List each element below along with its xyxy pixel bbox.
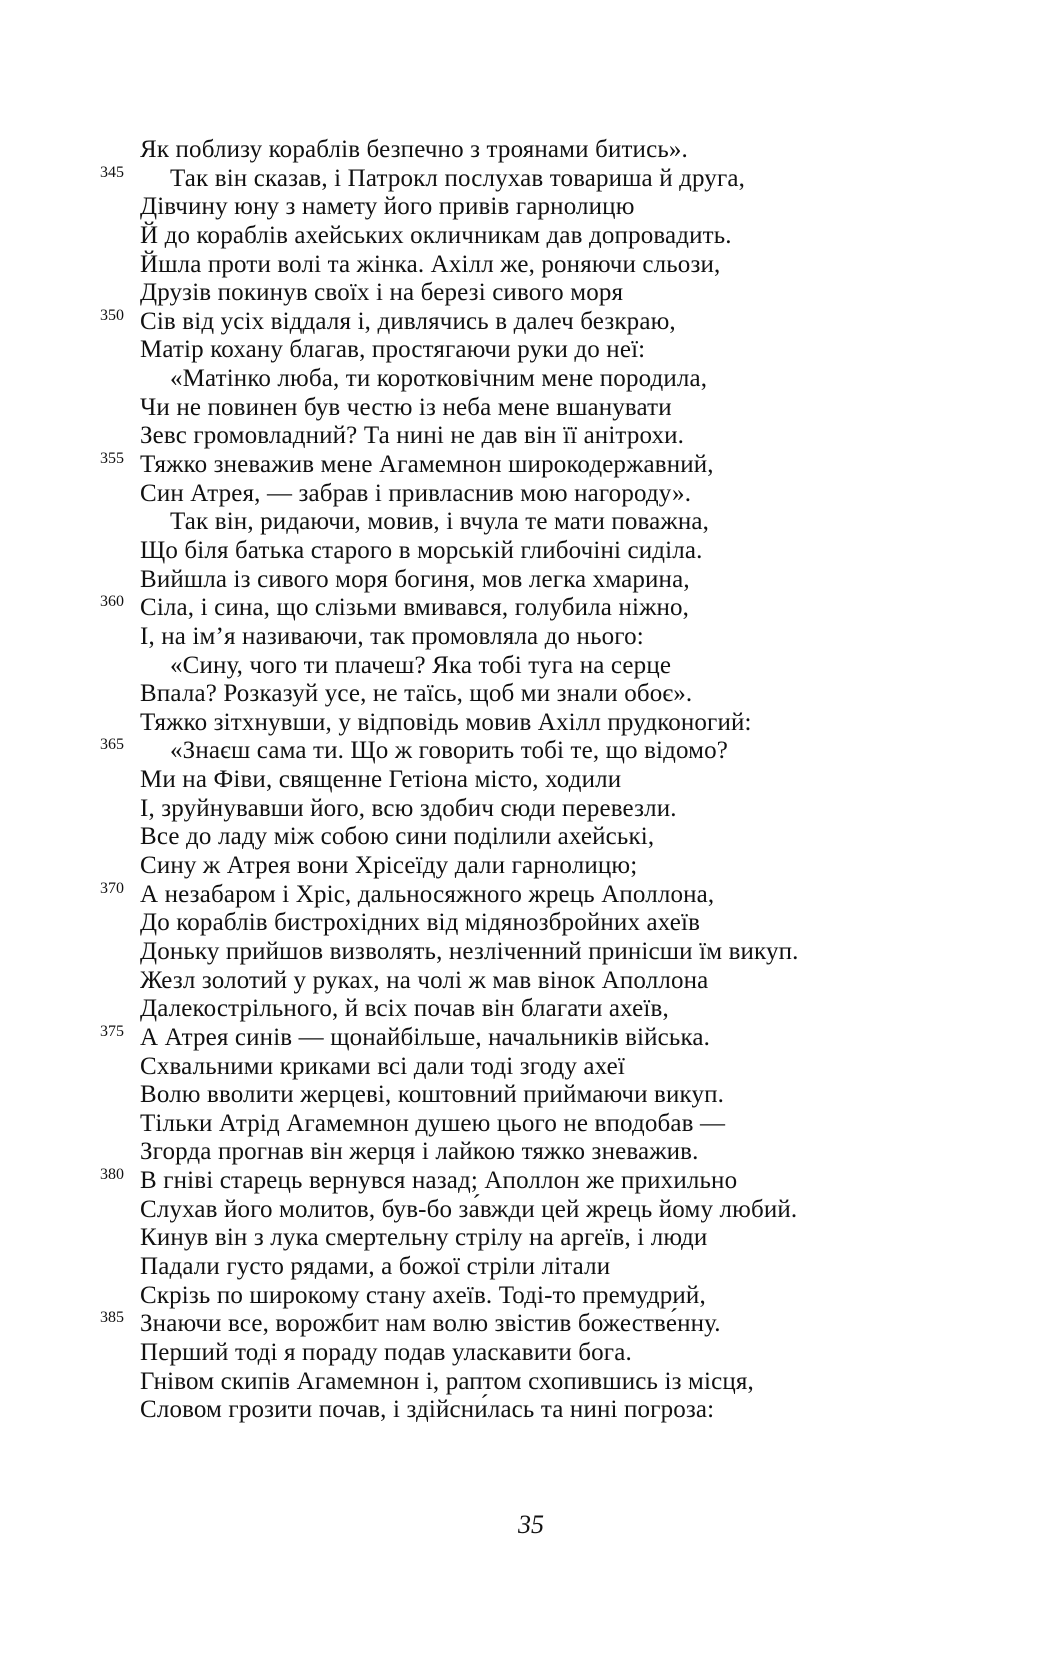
verse-line [100, 193, 1000, 222]
verse-line [100, 566, 1000, 595]
verse-line [100, 938, 1000, 967]
verse-line-text: В гніві старець вернувся назад; Аполлон же прихильно [140, 1167, 738, 1195]
verse-line [100, 480, 1000, 509]
verse-line-text: Впала? Розказуй усе, не таїсь, щоб ми знали обоє». [140, 680, 693, 708]
verse-line [100, 1282, 1000, 1311]
verse-line-text: Дівчину юну з намету його привів гарнолицю [140, 193, 635, 221]
verse-line-text: Згорда прогнав він жерця і лайкою тяжко зневажив. [140, 1138, 699, 1166]
verse-line [100, 1053, 1000, 1082]
verse-line [100, 279, 1000, 308]
verse-line-text: І, на ім’я називаючи, так промовляла до нього: [140, 622, 644, 650]
verse-line-text: Гнівом скипів Агамемнон і, раптом схопившись із місця, [140, 1367, 754, 1395]
verse-line-text: Все до ладу між собою сини поділили ахейські, [140, 823, 655, 851]
verse-line-text: Тільки Атрід Агамемнон душею цього не вподобав — [140, 1109, 726, 1137]
verse-line-text: Зевс громовладний? Та нині не дав він її анітрохи. [140, 422, 685, 450]
verse-line [100, 537, 1000, 566]
line-number: 375 [100, 1022, 124, 1040]
verse-line-text: Як поблизу кораблів безпечно з троянами битись». [140, 136, 688, 163]
verse-line-text: Слухав його молитов, був-бо за́вжди цей жрець йому любий. [140, 1195, 798, 1223]
verse-line [100, 136, 1000, 165]
verse-line [100, 1310, 1000, 1339]
line-number: 370 [100, 879, 124, 897]
line-number: 360 [100, 593, 124, 611]
verse-line-text: А незабаром і Хріс, дальносяжного жрець Аполлона, [140, 880, 715, 908]
line-number: 365 [100, 736, 124, 754]
verse-line [100, 909, 1000, 938]
verse-line [100, 394, 1000, 423]
verse-line-text: А Атрея синів — щонайбільше, начальників війська. [140, 1023, 711, 1051]
verse-line-text: Сів від усіх віддаля і, дивлячись в далеч безкраю, [140, 307, 676, 335]
verse-line [100, 652, 1000, 681]
verse-line-text: Так він, ридаючи, мовив, і вчула те мати поважна, [170, 508, 710, 536]
verse-line-text: Тяжко зневажив мене Агамемнон широкодержавний, [140, 451, 714, 479]
verse-line [100, 766, 1000, 795]
verse-line [100, 508, 1000, 537]
verse-line-text: Вийшла із сивого моря богиня, мов легка хмарина, [140, 565, 690, 593]
line-number: 345 [100, 163, 124, 181]
verse-line [100, 451, 1000, 480]
verse-line-text: Схвальними криками всі дали тоді згоду ахеї [140, 1052, 625, 1080]
verse-line-text: Друзів покинув своїх і на березі сивого моря [140, 279, 624, 307]
verse-line [100, 995, 1000, 1024]
verse-line-text: Що біля батька старого в морській глибочіні сиділа. [140, 536, 703, 564]
verse-line [100, 795, 1000, 824]
verse-line [100, 1339, 1000, 1368]
verse-line-text: Знаючи все, ворожбит нам волю звістив божестве́нну. [140, 1310, 721, 1338]
verse-line-text: «Знаєш сама ти. Що ж говорить тобі те, що відомо? [170, 737, 729, 765]
verse-line-text: Йшла проти волі та жінка. Ахілл же, роняючи сльози, [140, 250, 721, 278]
verse-line [100, 1024, 1000, 1053]
verse-line [100, 308, 1000, 337]
verse-line-text: Сіла, і сина, що слізьми вмивався, голубила ніжно, [140, 594, 690, 622]
line-number: 350 [100, 306, 124, 324]
verse-line [100, 881, 1000, 910]
verse-line [100, 1196, 1000, 1225]
line-number: 380 [100, 1166, 124, 1184]
verse-line [100, 737, 1000, 766]
verse-line [100, 709, 1000, 738]
verse-line-text: Чи не повинен був честю із неба мене вшанувати [140, 393, 672, 421]
verse-line [100, 852, 1000, 881]
verse-line-text: Волю вволити жерцеві, коштовний приймаючи викуп. [140, 1081, 725, 1109]
verse-line [100, 336, 1000, 365]
verse-line-text: «Сину, чого ти плачеш? Яка тобі туга на серце [170, 651, 672, 679]
verse-line-text: Словом грозити почав, і здійсни́лась та нині погроза: [140, 1396, 715, 1424]
verse-line-text: «Матінко люба, ти коротковічним мене породила, [170, 365, 708, 393]
line-number: 385 [100, 1309, 124, 1327]
page-number: 35 [518, 1510, 544, 1539]
verse-line [100, 967, 1000, 996]
verse-line-text: Скрізь по широкому стану ахеїв. Тоді-то премудрий, [140, 1281, 706, 1309]
verse-line-text: Тяжко зітхнувши, у відповідь мовив Ахілл прудконогий: [140, 708, 752, 736]
verse-line [100, 823, 1000, 852]
verse-line-text: Матір кохану благав, простягаючи руки до неї: [140, 336, 646, 364]
verse-line-text: Падали густо рядами, а божої стріли літали [140, 1252, 611, 1280]
verse-line-text: Син Атрея, — забрав і привласнив мою нагороду». [140, 479, 692, 507]
verse-line [100, 1167, 1000, 1196]
verse-line [100, 422, 1000, 451]
verse-text-block [100, 136, 1000, 1425]
verse-line [100, 1253, 1000, 1282]
verse-line [100, 165, 1000, 194]
verse-line [100, 623, 1000, 652]
verse-line [100, 365, 1000, 394]
verse-line-text: І, зруйнувавши його, всю здобич сюди перевезли. [140, 794, 677, 822]
verse-line-text: Ми на Фіви, священне Гетіона місто, ходили [140, 766, 622, 794]
verse-line [100, 594, 1000, 623]
verse-line [100, 680, 1000, 709]
verse-line-text: Й до кораблів ахейських окличникам дав допровадить. [140, 221, 732, 249]
verse-line [100, 1396, 1000, 1425]
verse-line [100, 1081, 1000, 1110]
verse-line [100, 1110, 1000, 1139]
verse-line-text: Сину ж Атрея вони Хрісеїду дали гарнолицю; [140, 852, 638, 880]
verse-line [100, 251, 1000, 280]
verse-line-text: Далекострільного, й всіх почав він благати ахеїв, [140, 995, 669, 1023]
verse-line [100, 1224, 1000, 1253]
line-number: 355 [100, 450, 124, 468]
verse-line [100, 222, 1000, 251]
verse-line-text: Жезл золотий у руках, на чолі ж мав вінок Аполлона [140, 966, 709, 994]
verse-line [100, 1138, 1000, 1167]
verse-line-text: Доньку прийшов визволять, незліченний принісши їм викуп. [140, 937, 799, 965]
verse-line-text: Кинув він з лука смертельну стрілу на аргеїв, і люди [140, 1224, 708, 1252]
verse-line-text: Перший тоді я пораду подав уласкавити бога. [140, 1338, 632, 1366]
verse-line-text: До кораблів бистрохідних від мідянозбройних ахеїв [140, 909, 701, 937]
verse-line-text: Так він сказав, і Патрокл послухав товариша й друга, [170, 164, 746, 192]
verse-line [100, 1368, 1000, 1397]
